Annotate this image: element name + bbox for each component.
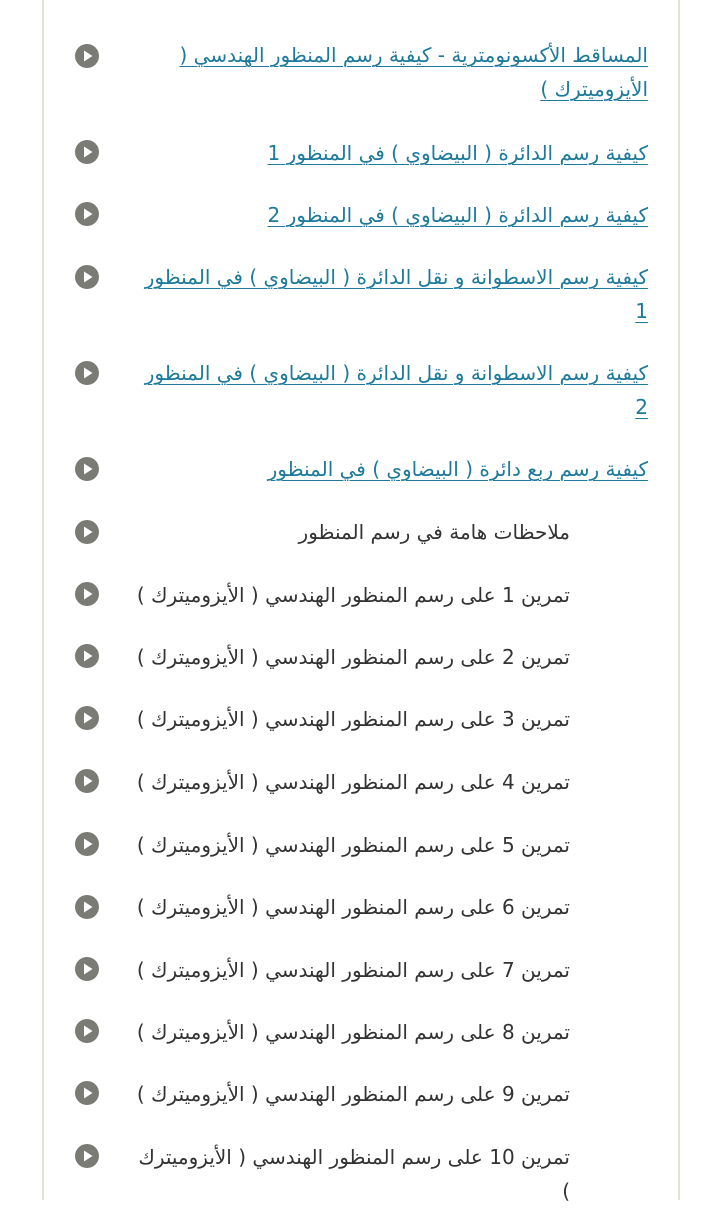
lesson-title: تمرين 9 على رسم المنظور الهندسي ( الأيزوميترك ) (136, 1082, 570, 1106)
play-circle-icon[interactable] (74, 139, 100, 165)
lesson-title: تمرين 5 على رسم المنظور الهندسي ( الأيزوميترك ) (136, 833, 570, 857)
play-circle-icon[interactable] (74, 43, 100, 69)
play-circle-icon[interactable] (74, 643, 100, 669)
lesson-title: تمرين 4 على رسم المنظور الهندسي ( الأيزوميترك ) (136, 770, 570, 794)
play-circle-icon[interactable] (74, 831, 100, 857)
lesson-title: تمرين 1 على رسم المنظور الهندسي ( الأيزوميترك ) (136, 583, 570, 607)
play-circle-icon[interactable] (74, 456, 100, 482)
lesson-link[interactable]: كيفية رسم ربع دائرة ( البيضاوي ) في المنظور (267, 457, 648, 481)
lesson-title: تمرين 10 على رسم المنظور الهندسي ( الأيزوميترك ) (138, 1145, 570, 1203)
play-circle-icon[interactable] (74, 201, 100, 227)
lesson-link[interactable]: كيفية رسم الدائرة ( البيضاوي ) في المنظور 2 (267, 203, 648, 227)
play-circle-icon[interactable] (74, 1018, 100, 1044)
play-circle-icon[interactable] (74, 519, 100, 545)
lesson-link[interactable]: كيفية رسم الدائرة ( البيضاوي ) في المنظور 1 (267, 141, 648, 165)
lesson-title: تمرين 7 على رسم المنظور الهندسي ( الأيزوميترك ) (136, 958, 570, 982)
lesson-title: تمرين 3 على رسم المنظور الهندسي ( الأيزوميترك ) (136, 707, 570, 731)
lesson-title: ملاحظات هامة في رسم المنظور (298, 520, 570, 544)
lesson-link[interactable]: كيفية رسم الاسطوانة و نقل الدائرة ( البيضاوي ) في المنظور 1 (144, 265, 648, 323)
play-circle-icon[interactable] (74, 581, 100, 607)
play-circle-icon[interactable] (74, 1143, 100, 1169)
play-circle-icon[interactable] (74, 956, 100, 982)
lesson-title: تمرين 8 على رسم المنظور الهندسي ( الأيزوميترك ) (136, 1020, 570, 1044)
play-circle-icon[interactable] (74, 894, 100, 920)
play-circle-icon[interactable] (74, 1080, 100, 1106)
lesson-link[interactable]: المساقط الأكسونومترية - كيفية رسم المنظور الهندسي ( الأيزوميترك ) (179, 43, 648, 101)
lesson-title: تمرين 2 على رسم المنظور الهندسي ( الأيزوميترك ) (136, 645, 570, 669)
play-circle-icon[interactable] (74, 705, 100, 731)
lesson-title: تمرين 6 على رسم المنظور الهندسي ( الأيزوميترك ) (136, 895, 570, 919)
play-circle-icon[interactable] (74, 264, 100, 290)
play-circle-icon[interactable] (74, 768, 100, 794)
lesson-link[interactable]: كيفية رسم الاسطوانة و نقل الدائرة ( البيضاوي ) في المنظور 2 (144, 361, 648, 419)
play-circle-icon[interactable] (74, 360, 100, 386)
